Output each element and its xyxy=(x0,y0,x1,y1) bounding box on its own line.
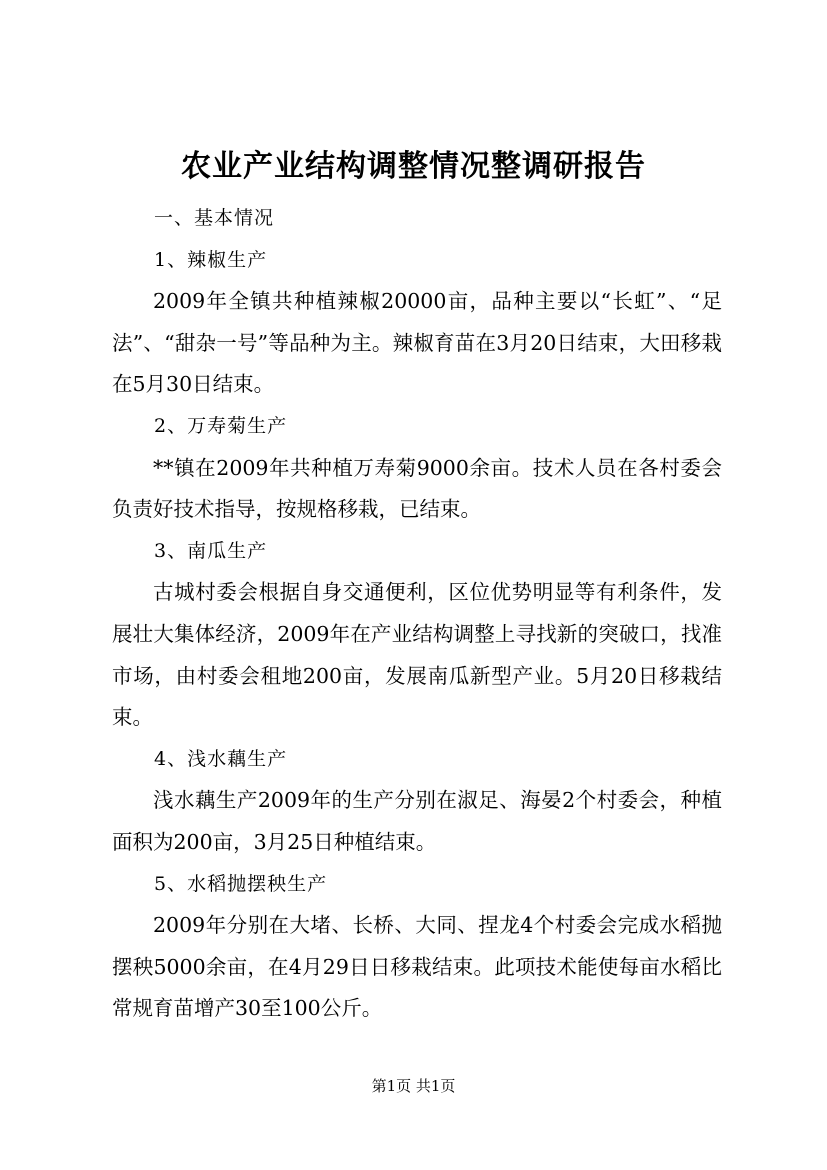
item-heading-lotus-root: 4、浅水藕生产 xyxy=(154,747,288,770)
item-heading-marigold: 2、万寿菊生产 xyxy=(154,414,288,437)
item-paragraph-lotus-root: 浅水藕生产2009年的生产分别在淑足、海晏2个村委会，种植面积为200亩，3月25日种植结束。 xyxy=(112,788,722,854)
item-heading-pumpkin: 3、南瓜生产 xyxy=(154,539,268,562)
item-paragraph-rice: 2009年分别在大堵、长桥、大同、捏龙4个村委会完成水稻抛摆秧5000余亩，在4月29日日移栽结束。此项技术能使每亩水稻比常规育苗增产30至100公斤。 xyxy=(112,913,722,1021)
item-heading-chili: 1、辣椒生产 xyxy=(154,248,268,271)
document-title: 农业产业结构调整情况整调研报告 xyxy=(181,149,646,184)
page-footer: 第1页 共1页 xyxy=(371,1077,456,1095)
section-heading: 一、基本情况 xyxy=(154,207,275,229)
item-paragraph-marigold: **镇在2009年共种植万寿菊9000余亩。技术人员在各村委会负责好技术指导，按规格移栽，已结束。 xyxy=(112,455,722,522)
document-body xyxy=(112,198,722,1030)
item-paragraph-pumpkin: 古城村委会根据自身交通便利，区位优势明显等有利条件，发展壮大集体经济，2009年在产业结构调整上寻找新的突破口，找准市场，由村委会租地200亩，发展南瓜新型产业。5月20日移栽结束。 xyxy=(112,580,722,730)
item-heading-rice: 5、水稻抛摆秧生产 xyxy=(154,872,328,895)
item-paragraph-chili: 2009年全镇共种植辣椒20000亩，品种主要以“长虹”、“足法”、“甜杂一号”等品种为主。辣椒育苗在3月20日结束，大田移栽在5月30日结束。 xyxy=(112,289,722,397)
